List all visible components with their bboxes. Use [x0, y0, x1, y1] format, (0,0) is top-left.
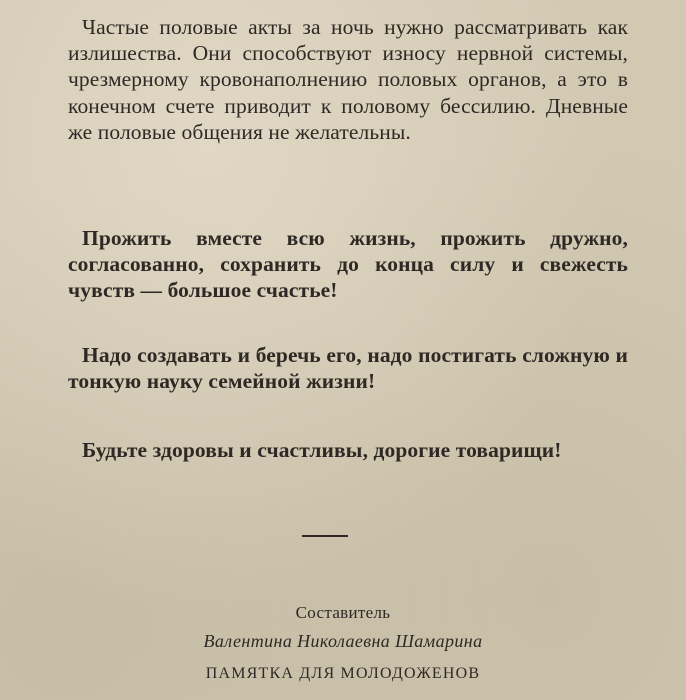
booklet-title: ПАМЯТКА ДЛЯ МОЛОДОЖЕНОВ: [205, 665, 481, 682]
section-divider: [302, 535, 348, 537]
paragraph-life-together: Прожить вместе всю жизнь, прожить дружно, согласованно, сохранить до конца силу и свежесть чувств — большое счастье!: [68, 226, 628, 303]
compiler-label: Составитель: [295, 603, 391, 622]
compiler-name: Валентина Николаевна Шамарина: [203, 631, 483, 651]
paragraph-excess: Частые половые акты за ночь нужно рассматривать как излишества. Они способствуют износу нервной системы, чрезмерному кровонаполнению половых органов, а это в конечном счете приводит к половому бессилию. Дневные же половые общения не желательны.: [68, 15, 628, 144]
paragraph-family-science: Надо создавать и беречь его, надо постигать сложную и тонкую науку семейной жизни!: [68, 343, 628, 394]
paragraph-farewell: Будьте здоровы и счастливы, дорогие товарищи!: [82, 438, 562, 462]
